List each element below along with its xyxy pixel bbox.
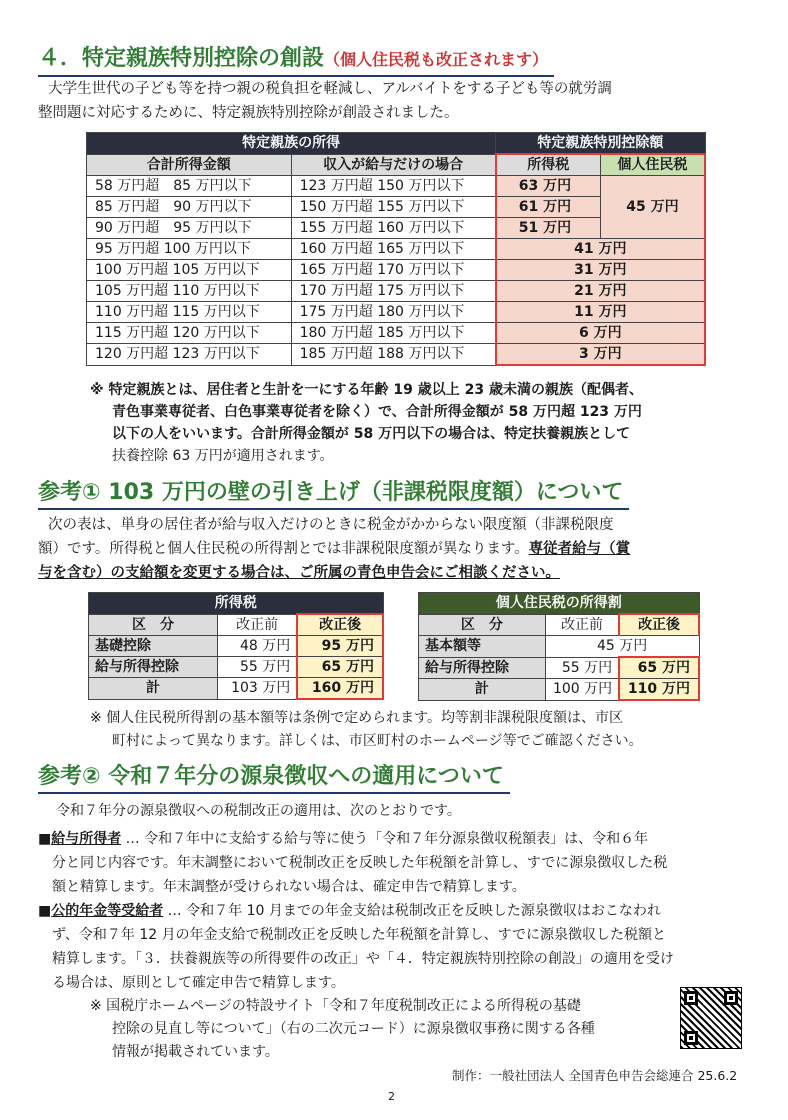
- col-before: 改正前: [545, 614, 619, 636]
- row-salary-income: 155 万円超 160 万円以下: [291, 218, 496, 239]
- row-salary-income: 123 万円超 150 万円以下: [291, 176, 496, 197]
- ref2-note-line3: 情報が掲載されています。: [112, 1044, 279, 1060]
- ref1-heading: 参考① 103 万円の壁の引き上げ（非課税限度額）について: [38, 478, 629, 510]
- row-salary-income: 165 万円超 170 万円以下: [291, 260, 496, 281]
- table-row: [419, 679, 700, 701]
- row-income-tax-amount: 61 万円: [496, 197, 601, 218]
- ref2-pension-line1: [38, 900, 661, 922]
- row-total-income: 115 万円超 120 万円以下: [87, 323, 292, 344]
- ref2-pension-line4: る場合は、原則として確定申告で精算します。: [52, 975, 345, 991]
- row-total-income: 58 万円超 85 万円以下: [87, 176, 292, 197]
- table-row: [87, 281, 706, 302]
- row-common-amount: 6 万円: [496, 323, 705, 344]
- ref2-pension-head: 公的年金等受給者: [51, 903, 164, 919]
- row-salary-income: 185 万円超 188 万円以下: [291, 344, 496, 366]
- ref2-note-line1: ※ 国税庁ホームページの特設サイト「令和７年度税制改正による所得税の基礎: [90, 998, 581, 1014]
- table-row: [87, 176, 706, 197]
- row-label: 給与所得控除: [419, 657, 546, 679]
- section4-note-line3: 以下の人をいいます。合計所得金額が 58 万円以下の場合は、特定扶養親族として: [112, 426, 631, 442]
- ref2-salary-head: 給与所得者: [51, 831, 122, 847]
- header-relative-income: 特定親族の所得: [87, 133, 496, 155]
- table-row: [419, 636, 700, 658]
- row-common-amount: 31 万円: [496, 260, 705, 281]
- ref2-salary-line2: 分と同じ内容です。年末調整において税制改正を反映した年税額を計算し、すでに源泉徴収した税: [52, 855, 668, 871]
- ref2-salary-line1: [38, 828, 648, 850]
- row-salary-income: 160 万円超 165 万円以下: [291, 239, 496, 260]
- row-after: 110 万円: [619, 679, 699, 701]
- row-common-amount: 11 万円: [496, 302, 705, 323]
- section4-intro-line2: 整問題に対応するために、特定親族特別控除が創設されました。: [38, 105, 459, 121]
- row-common-amount: 3 万円: [496, 344, 705, 366]
- section4-note-line2: 青色事業専従者、白色事業専従者を除く）で、合計所得金額が 58 万円超 123 万円: [112, 404, 642, 420]
- ref1-para-line2a: 額）です。所得税と個人住民税の所得割とでは非課税限度額が異なります。: [38, 541, 529, 557]
- square-bullet-icon: ■: [38, 903, 52, 919]
- table-row: [89, 657, 384, 678]
- row-salary-income: 170 万円超 175 万円以下: [291, 281, 496, 302]
- qr-code-icon[interactable]: [680, 987, 742, 1049]
- ref1-para-line2b: 専従者給与（賞: [528, 541, 631, 557]
- col-income-tax: 所得税: [496, 154, 601, 176]
- row-before: 55 万円: [545, 657, 619, 679]
- section4-note-line1: ※ 特定親族とは、居住者と生計を一にする年齢 19 歳以上 23 歳未満の親族（配偶者、: [90, 382, 643, 398]
- row-label: 基礎控除: [89, 636, 218, 657]
- table-row: [89, 636, 384, 657]
- table-row: [87, 302, 706, 323]
- ref1-note-line2: 町村によって異なります。詳しくは、市区町村のホームページ等でご確認ください。: [112, 733, 643, 749]
- section4-subtitle: （個人住民税も改正されます）: [324, 50, 549, 69]
- row-before: 48 万円: [218, 636, 298, 657]
- section4-intro-line1: 大学生世代の子ども等を持つ親の税負担を軽減し、アルバイトをする子ども等の就労調: [48, 81, 612, 97]
- table-row: [87, 260, 706, 281]
- row-after: 95 万円: [297, 636, 383, 657]
- ref2-heading: 参考② 令和７年分の源泉徴収への適用について: [38, 762, 510, 794]
- page-number: 2: [388, 1090, 395, 1103]
- row-total-income: 95 万円超 100 万円以下: [87, 239, 292, 260]
- col-kubun: 区 分: [419, 614, 546, 636]
- col-before: 改正前: [218, 614, 298, 636]
- table-row: [87, 239, 706, 260]
- ref1-para-line1: 次の表は、単身の居住者が給与収入だけのときに税金がかからない限度額（非課税限度: [48, 517, 614, 533]
- table-row: [89, 678, 384, 700]
- row-label: 計: [419, 679, 546, 701]
- section4-note-line4: 扶養控除 63 万円が適用されます。: [112, 448, 334, 464]
- col-kubun: 区 分: [89, 614, 218, 636]
- section4-title: ４．特定親族特別控除の創設: [38, 46, 325, 71]
- ref1-para-line2: [38, 538, 630, 561]
- row-label: 基本額等: [419, 636, 546, 658]
- row-after: 65 万円: [297, 657, 383, 678]
- ref2-pension-line2: ず、令和７年 12 月の年金支給で税制改正を反映した年税額を計算し、すでに源泉徴収した税額と: [52, 927, 667, 943]
- row-common-amount: 41 万円: [496, 239, 705, 260]
- row-income-tax-amount: 51 万円: [496, 218, 601, 239]
- col-after: 改正後: [619, 614, 699, 636]
- square-bullet-icon: ■: [38, 831, 52, 847]
- table-row: [419, 657, 700, 679]
- table-row: [87, 344, 706, 366]
- col-after: 改正後: [297, 614, 383, 636]
- resident-tax-merged-amount: 45 万円: [600, 176, 705, 239]
- ref1-note-line1: ※ 個人住民税所得割の基本額等は条例で定められます。均等割非課税限度額は、市区: [90, 710, 624, 726]
- row-total-income: 90 万円超 95 万円以下: [87, 218, 292, 239]
- section4-heading: [38, 44, 554, 77]
- col-salary-only: 収入が給与だけの場合: [291, 154, 496, 176]
- resident-tax-table-title: 個人住民税の所得割: [419, 593, 700, 615]
- col-resident-tax: 個人住民税: [600, 154, 705, 176]
- row-before: 55 万円: [218, 657, 298, 678]
- row-total-income: 85 万円超 90 万円以下: [87, 197, 292, 218]
- row-total-income: 105 万円超 110 万円以下: [87, 281, 292, 302]
- row-after: 65 万円: [619, 657, 699, 679]
- resident-tax-limit-table: [418, 592, 700, 701]
- row-base-value: 45 万円: [545, 636, 699, 658]
- row-before: 103 万円: [218, 678, 298, 700]
- table-row: [87, 323, 706, 344]
- ref2-note-line2: 控除の見直し等について」（右の二次元コード）に源泉徴収事務に関する各種: [112, 1021, 595, 1037]
- row-income-tax-amount: 63 万円: [496, 176, 601, 197]
- header-deduction-amount: 特定親族特別控除額: [496, 133, 705, 155]
- row-label: 計: [89, 678, 218, 700]
- row-common-amount: 21 万円: [496, 281, 705, 302]
- row-before: 100 万円: [545, 679, 619, 701]
- ref2-pension-line3: 精算します。「３．扶養親族等の所得要件の改正」や「４．特定親族特別控除の創設」の適用を受け: [52, 951, 674, 967]
- row-total-income: 100 万円超 105 万円以下: [87, 260, 292, 281]
- footer-credit: 制作：一般社団法人 全国青色申告会総連合 25.6.2: [452, 1068, 738, 1083]
- ref2-intro: 令和７年分の源泉徴収への税制改正の適用は、次のとおりです。: [56, 803, 461, 819]
- row-total-income: 110 万円超 115 万円以下: [87, 302, 292, 323]
- income-tax-limit-table: [88, 592, 384, 700]
- row-total-income: 120 万円超 123 万円以下: [87, 344, 292, 366]
- ref2-salary-text: … 令和７年中に支給する給与等に使う「令和７年分源泉徴収税額表」は、令和６年: [121, 831, 649, 847]
- row-label: 給与所得控除: [89, 657, 218, 678]
- specific-relative-deduction-table: [86, 132, 706, 366]
- ref1-para-line3: 与を含む）の支給額を変更する場合は、ご所属の青色申告会にご相談ください。: [38, 565, 560, 581]
- row-salary-income: 150 万円超 155 万円以下: [291, 197, 496, 218]
- col-total-income: 合計所得金額: [87, 154, 292, 176]
- row-after: 160 万円: [297, 678, 383, 700]
- income-tax-table-title: 所得税: [89, 593, 384, 615]
- row-salary-income: 175 万円超 180 万円以下: [291, 302, 496, 323]
- ref2-salary-line3: 額と精算します。年末調整が受けられない場合は、確定申告で精算します。: [52, 879, 526, 895]
- ref2-pension-text: … 令和７年 10 月までの年金支給は税制改正を反映した源泉徴収はおこなわれ: [163, 903, 661, 919]
- row-salary-income: 180 万円超 185 万円以下: [291, 323, 496, 344]
